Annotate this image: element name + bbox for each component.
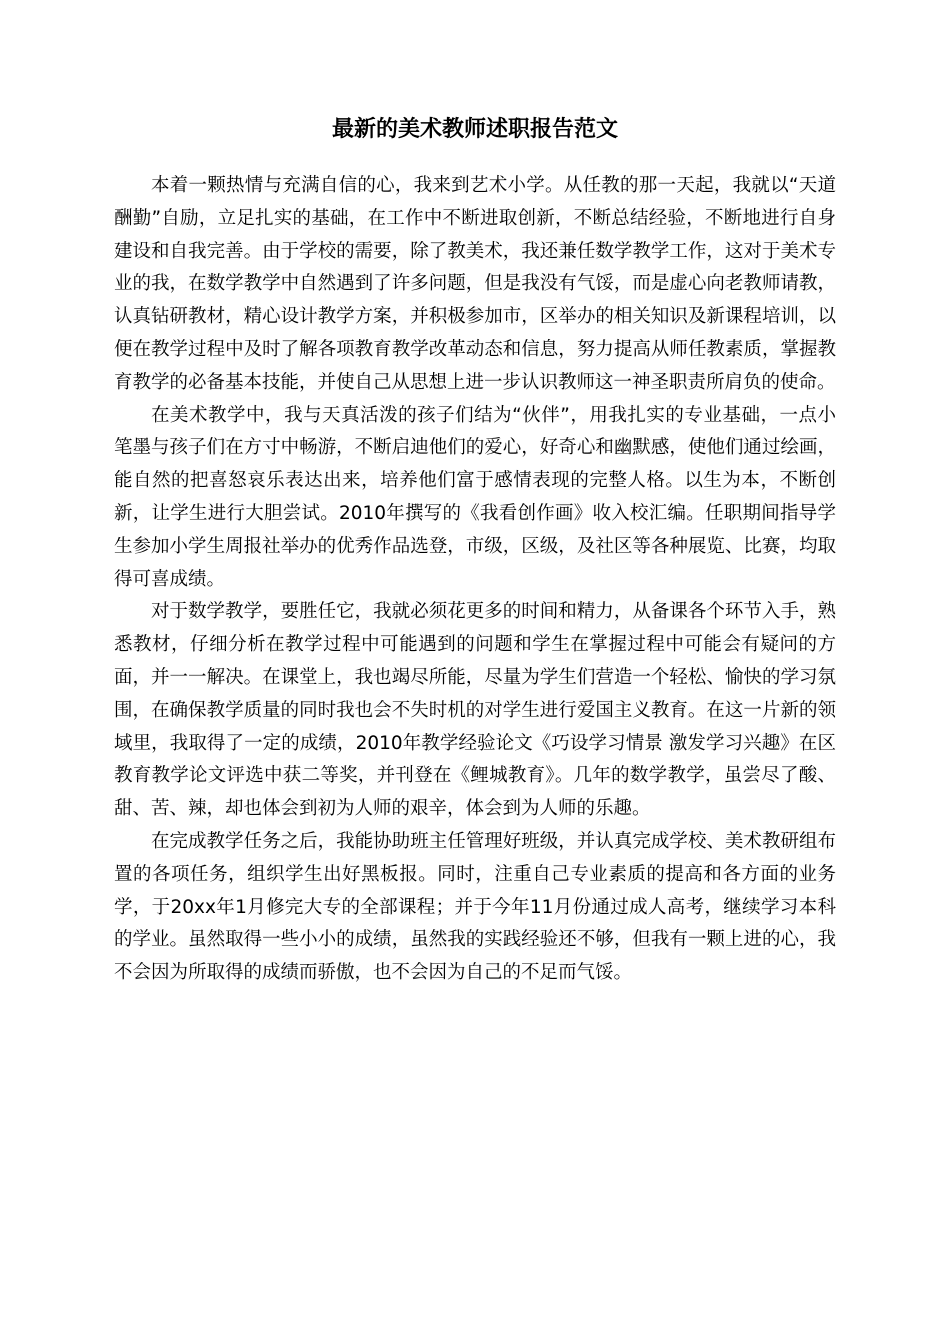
paragraph: 在完成教学任务之后，我能协助班主任管理好班级，并认真完成学校、美术教研组布置的各项任务，组织学生出好黑板报。同时，注重自己专业素质的提高和各方面的业务学，于20xx年1月修完大专的全部课程；并于今年11月份通过成人高考，继续学习本科的学业。虽然取得一些小小的成绩，虽然我的实践经验还不够，但我有一颗上进的心，我不会因为所取得的成绩而骄傲，也不会因为自己的不足而气馁。 <box>114 830 836 984</box>
document-title: 最新的美术教师述职报告范文 <box>331 117 618 142</box>
paragraph: 在美术教学中，我与天真活泼的孩子们结为“伙伴”，用我扎实的专业基础，一点小笔墨与孩子们在方寸中畅游，不断启迪他们的爱心，好奇心和幽默感，使他们通过绘画，能自然的把喜怒哀乐表达出来，培养他们富于感情表现的完整人格。以生为本，不断创新，让学生进行大胆尝试。2010年撰写的《我看创作画》收入校汇编。任职期间指导学生参加小学生周报社举办的优秀作品选登，市级，区级，及社区等各种展览、比赛，均取得可喜成绩。 <box>114 404 836 590</box>
paragraph: 对于数学教学，要胜任它，我就必须花更多的时间和精力，从备课各个环节入手，熟悉教材，仔细分析在教学过程中可能遇到的问题和学生在掌握过程中可能会有疑问的方面，并一一解决。在课堂上，我也竭尽所能，尽量为学生们营造一个轻松、愉快的学习氛围，在确保教学质量的同时我也会不失时机的对学生进行爱国主义教育。在这一片新的领域里，我取得了一定的成绩，2010年教学经验论文《巧设学习情景 激发学习兴趣》在区教育教学论文评选中获二等奖，并刊登在《鲤城教育》。几年的数学教学，虽尝尽了酸、甜、苦、辣，却也体会到初为人师的艰辛，体会到为人师的乐趣。 <box>114 601 836 820</box>
paragraph: 本着一颗热情与充满自信的心，我来到艺术小学。从任教的那一天起，我就以“天道酬勤”自励，立足扎实的基础，在工作中不断进取创新，不断总结经验，不断地进行自身建设和自我完善。由于学校的需要，除了教美术，我还兼任数学教学工作，这对于美术专业的我，在数学教学中自然遇到了许多问题，但是我没有气馁，而是虚心向老教师请教，认真钻研教材，精心设计教学方案，并积极参加市，区举办的相关知识及新课程培训，以便在教学过程中及时了解各项教育教学改革动态和信息，努力提高从师任教素质，掌握教育教学的必备基本技能，并使自己从思想上进一步认识教师这一神圣职责所肩负的使命。 <box>114 175 836 393</box>
document-body <box>114 170 836 990</box>
